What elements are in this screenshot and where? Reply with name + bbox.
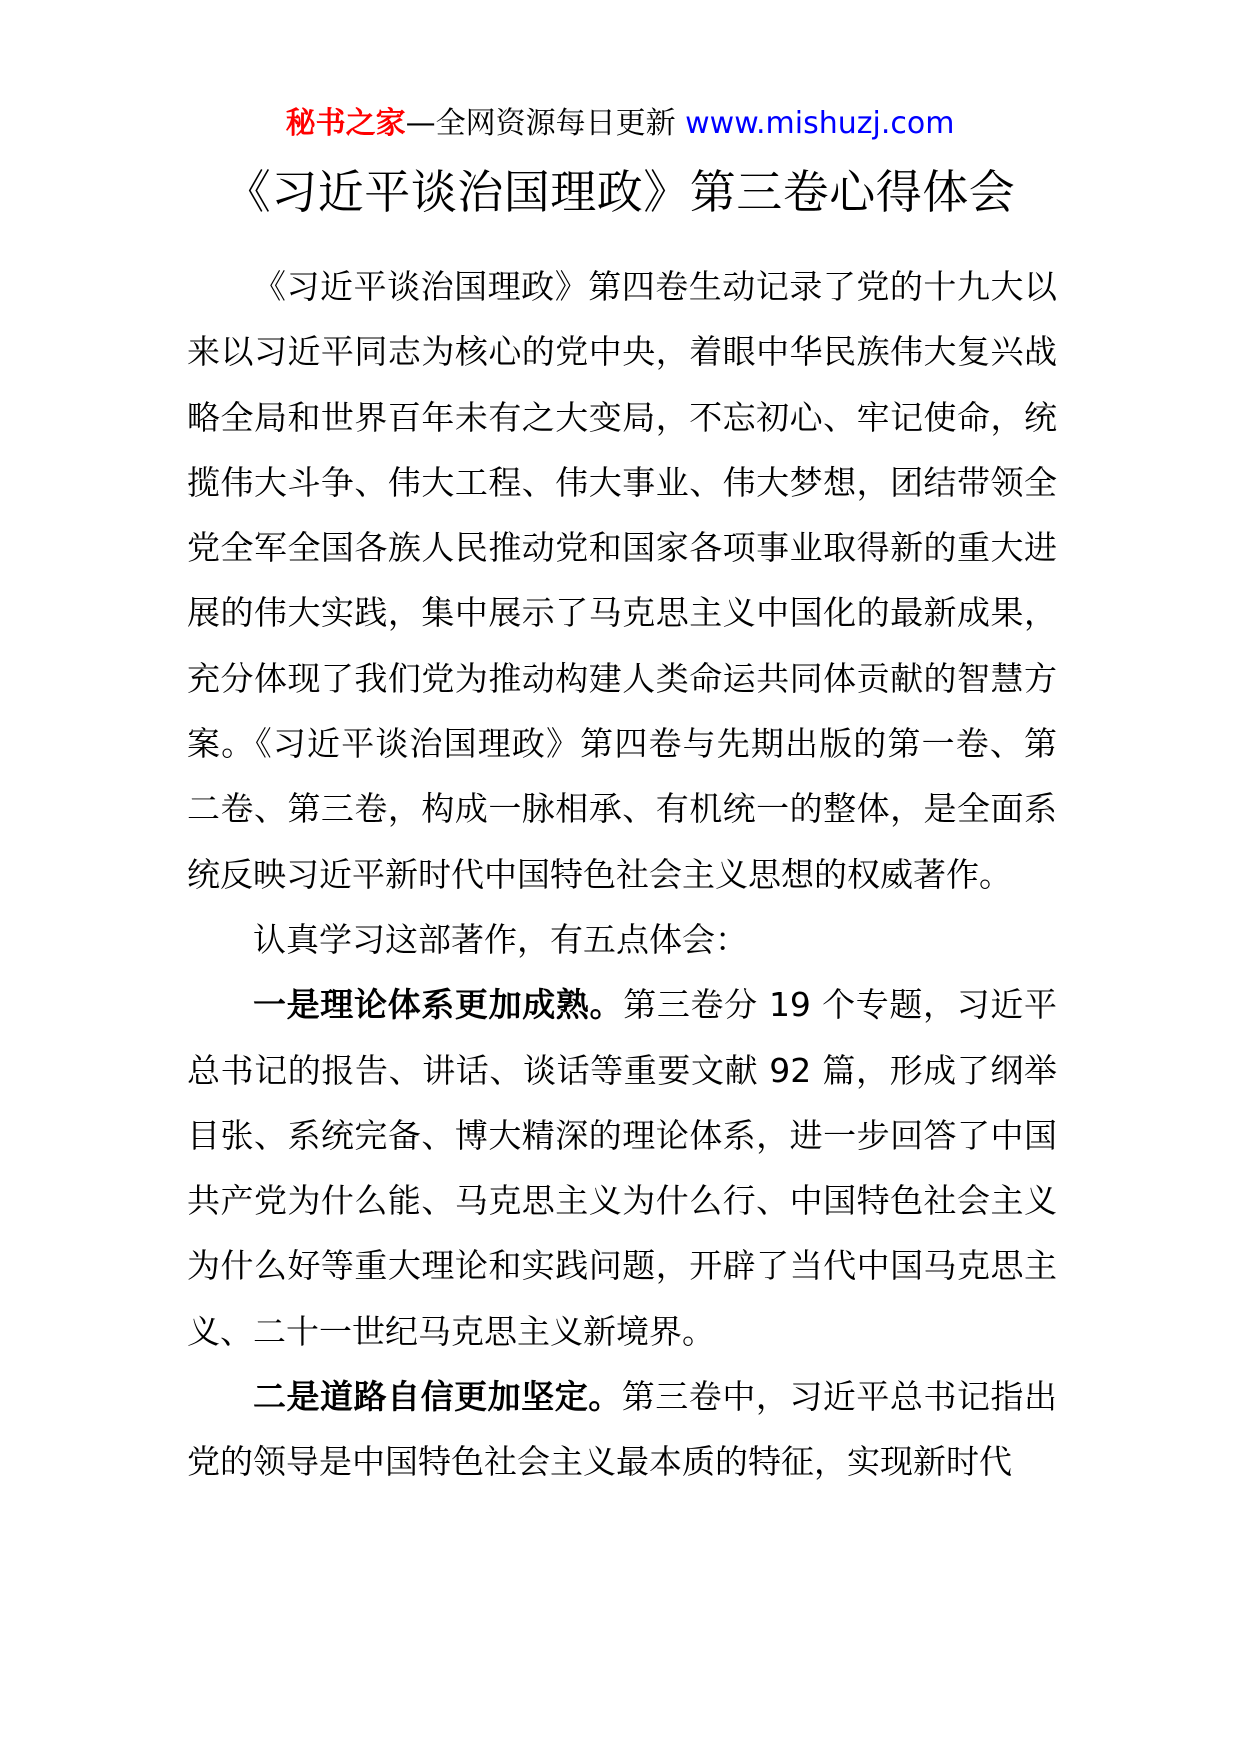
paragraph-point-1 <box>187 972 1057 1364</box>
paragraph-lead: 一是理论体系更加成熟。 <box>253 985 624 1025</box>
paragraph-text: 第三卷分 19 个专题，习近平总书记的报告、讲话、谈话等重要文献 92 篇，形成了纲举目张、系统完备、博大精深的理论体系，进一步回答了中国共产党为什么能、马克思主义为什么行、中国特色社会主义为什么好等重大理论和实践问题，开辟了当代中国马克思主义、二十一世纪马克思主义新境界。 <box>187 985 1057 1351</box>
paragraph-text: 认真学习这部著作，有五点体会： <box>253 919 748 959</box>
paragraph-point-2 <box>187 1364 1057 1495</box>
paragraph-lead: 二是道路自信更加坚定。 <box>253 1377 622 1417</box>
paragraph-intro <box>187 254 1057 907</box>
site-banner <box>0 102 1240 146</box>
document-title: 《习近平谈治国理政》第三卷心得体会 <box>224 165 1016 219</box>
paragraph-summary <box>187 907 1057 972</box>
banner-brand: 秘书之家 <box>285 106 406 141</box>
paragraph-text: 第三卷中，习近平总书记指出党的领导是中国特色社会主义最本质的特征，实现新时代 <box>187 1377 1058 1482</box>
document-body <box>187 254 1057 1495</box>
paragraph-text: 《习近平谈治国理政》第四卷生动记录了党的十九大以来以习近平同志为核心的党中央，着眼中华民族伟大复兴战略全局和世界百年未有之大变局，不忘初心、牢记使命，统揽伟大斗争、伟大工程、伟大事业、伟大梦想，团结带领全党全军全国各族人民推动党和国家各项事业取得新的重大进展的伟大实践，集中展示了马克思主义中国化的最新成果，充分体现了我们党为推动构建人类命运共同体贡献的智慧方案。《习近平谈治国理政》第四卷与先期出版的第一卷、第二卷、第三卷，构成一脉相承、有机统一的整体，是全面系统反映习近平新时代中国特色社会主义思想的权威著作。 <box>187 267 1057 894</box>
banner-site-link[interactable]: www.mishuzj.com <box>685 106 955 141</box>
banner-tagline: —全网资源每日更新 <box>405 106 676 141</box>
